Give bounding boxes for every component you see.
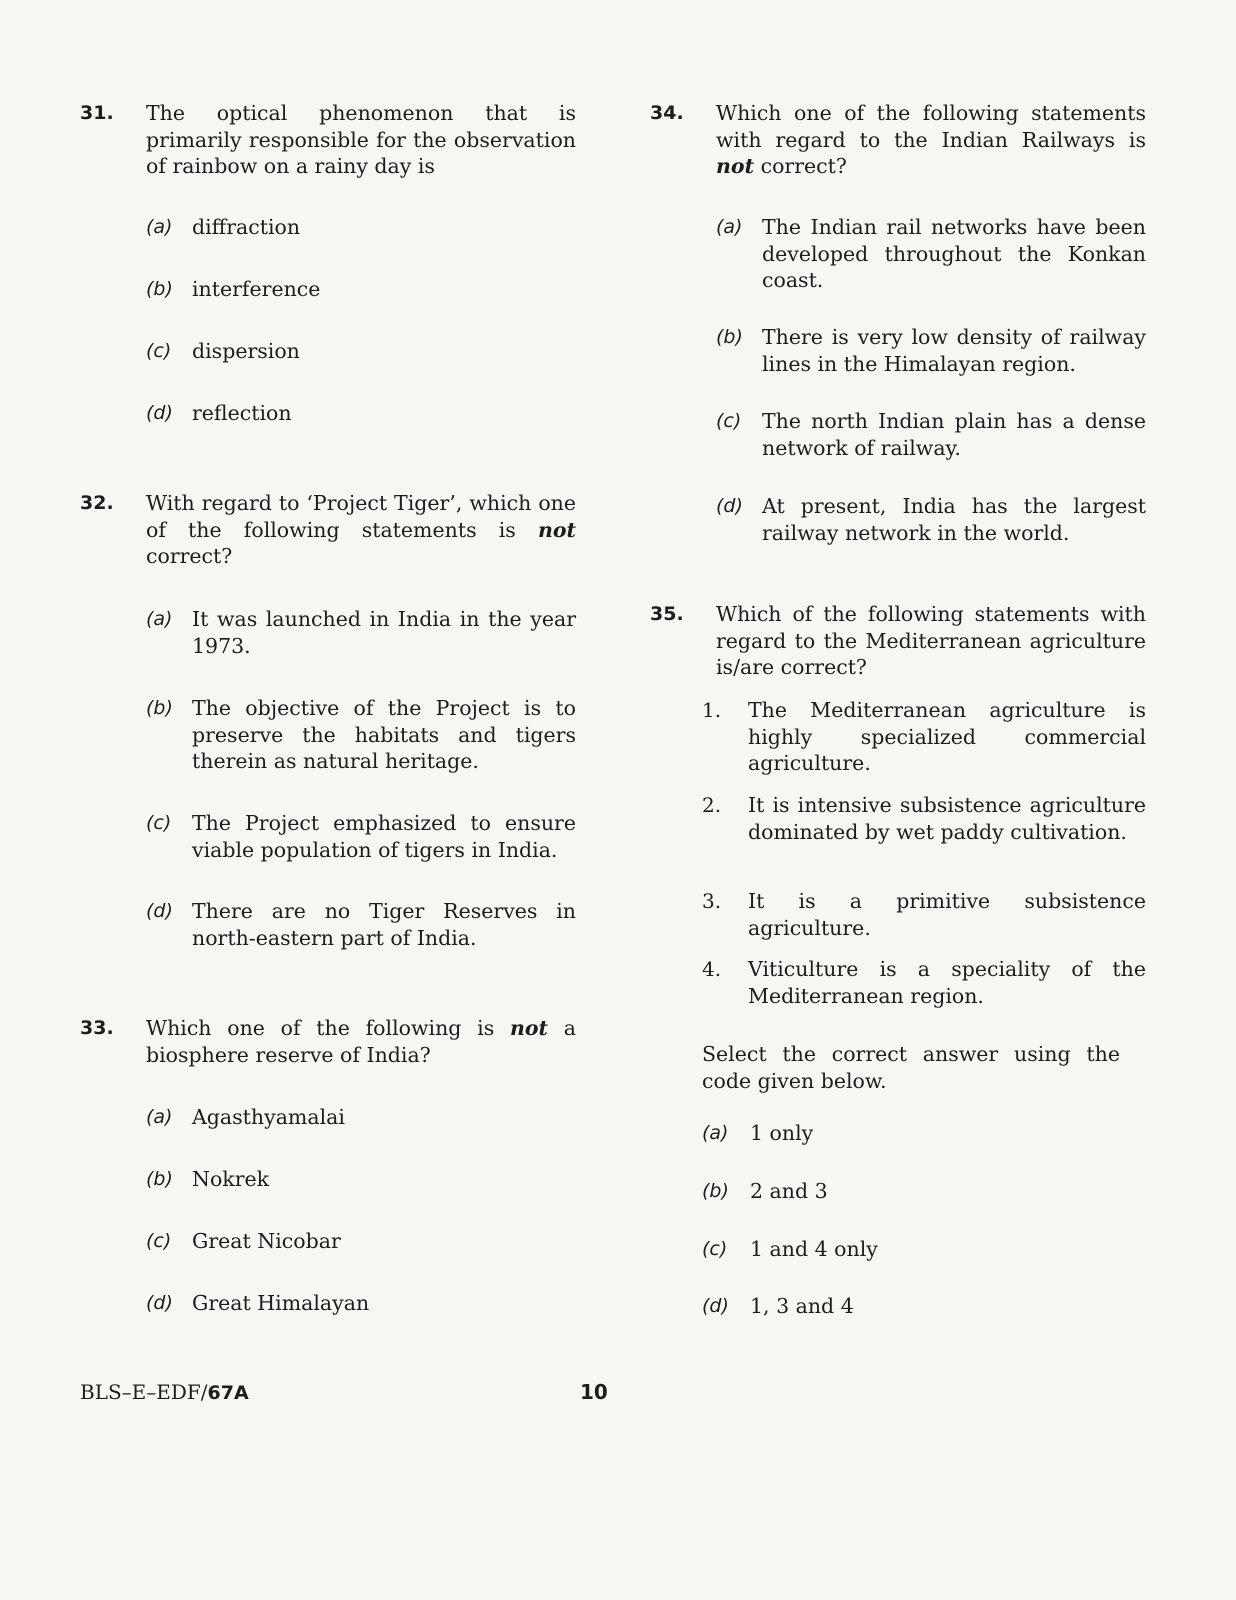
- question-33: [80, 1015, 576, 1068]
- statement-number: 2.: [702, 793, 722, 817]
- question-text-end: a biosphere reserve of India?: [146, 1016, 576, 1067]
- option-c[interactable]: [80, 1228, 576, 1255]
- emphasis-not: not: [716, 154, 755, 178]
- option-text: The Indian rail networks have been developed throughout the Konkan coast.: [762, 215, 1146, 292]
- option-label: (a): [146, 608, 173, 630]
- option-text: Agasthyamalai: [192, 1105, 345, 1129]
- option-b[interactable]: [80, 695, 576, 775]
- option-label: (a): [146, 216, 173, 238]
- statement-text: Viticulture is a speciality of the Mediterranean region.: [748, 957, 1146, 1008]
- option-label: (a): [702, 1122, 729, 1144]
- option-text: 1 and 4 only: [750, 1237, 878, 1261]
- option-text: It was launched in India in the year 1973.: [192, 607, 576, 658]
- option-label: (c): [146, 812, 172, 834]
- option-label: (c): [146, 340, 172, 362]
- option-c[interactable]: [650, 1236, 1134, 1263]
- option-label: (d): [146, 900, 173, 922]
- option-a[interactable]: [650, 214, 1146, 294]
- option-label: (c): [702, 1238, 728, 1260]
- option-d[interactable]: [650, 493, 1146, 546]
- option-a[interactable]: [650, 1120, 1134, 1147]
- booklet-code: [80, 1380, 249, 1404]
- option-b[interactable]: [80, 276, 576, 303]
- question-31: [80, 100, 576, 180]
- answer-instruction: [650, 1041, 1120, 1094]
- option-label: (d): [716, 495, 743, 517]
- statement-1: [650, 697, 1146, 777]
- option-text: The objective of the Project is to preserve the habitats and tigers therein as natural heritage.: [192, 696, 576, 773]
- question-text: Which of the following statements with regard to the Mediterranean agriculture is/are correct?: [716, 602, 1146, 679]
- option-text: dispersion: [192, 339, 300, 363]
- option-d[interactable]: [80, 400, 576, 427]
- option-b[interactable]: [80, 1166, 576, 1193]
- instruction-text: Select the correct answer using the code given below.: [702, 1042, 1120, 1093]
- option-text: 1, 3 and 4: [750, 1294, 854, 1318]
- statement-4: [650, 956, 1146, 1009]
- option-text: Great Himalayan: [192, 1291, 370, 1315]
- option-label: (b): [146, 1168, 173, 1190]
- option-text: reflection: [192, 401, 292, 425]
- option-b[interactable]: [650, 1178, 1134, 1205]
- emphasis-not: not: [537, 517, 576, 542]
- option-label: (a): [146, 1106, 173, 1128]
- option-a[interactable]: [80, 214, 576, 241]
- option-d[interactable]: [80, 898, 576, 951]
- option-label: (c): [716, 410, 742, 432]
- emphasis-not: not: [509, 1016, 549, 1040]
- option-label: (b): [146, 278, 173, 300]
- question-34: [650, 100, 1146, 180]
- statement-3: [650, 888, 1146, 941]
- question-number: 34.: [650, 102, 684, 124]
- option-text: Nokrek: [192, 1167, 270, 1191]
- question-text: Which one of the following statements with regard to the Indian Railways is: [716, 101, 1146, 152]
- statement-text: It is intensive subsistence agriculture dominated by wet paddy cultivation.: [748, 793, 1146, 844]
- question-32: [80, 490, 576, 570]
- option-label: (a): [716, 216, 743, 238]
- statement-text: It is a primitive subsistence agriculture.: [748, 889, 1146, 940]
- option-b[interactable]: [650, 324, 1146, 377]
- option-label: (d): [146, 1292, 173, 1314]
- option-text: interference: [192, 277, 321, 301]
- option-label: (b): [716, 326, 743, 348]
- option-text: diffraction: [192, 215, 301, 239]
- option-label: (d): [702, 1295, 729, 1317]
- option-c[interactable]: [80, 810, 576, 863]
- question-number: 32.: [80, 492, 114, 514]
- option-c[interactable]: [650, 408, 1146, 461]
- booklet-code-suffix: 67A: [207, 1382, 249, 1404]
- option-label: (b): [146, 697, 173, 719]
- option-a[interactable]: [80, 1104, 576, 1131]
- option-label: (b): [702, 1180, 729, 1202]
- option-c[interactable]: [80, 338, 576, 365]
- question-35: [650, 601, 1146, 681]
- option-d[interactable]: [650, 1293, 1134, 1320]
- question-stem: [80, 100, 576, 180]
- question-number: 33.: [80, 1017, 114, 1039]
- option-label: (d): [146, 402, 173, 424]
- option-text: 1 only: [750, 1121, 814, 1145]
- question-text: Which one of the following is: [146, 1016, 495, 1040]
- option-a[interactable]: [80, 606, 576, 659]
- option-text: The north Indian plain has a dense network of railway.: [762, 409, 1146, 460]
- option-text: There is very low density of railway lines in the Himalayan region.: [762, 325, 1146, 376]
- option-text: There are no Tiger Reserves in north-eastern part of India.: [192, 899, 576, 950]
- question-text: With regard to ‘Project Tiger’, which one of the following statements is: [146, 491, 576, 542]
- question-number: 35.: [650, 603, 684, 625]
- option-d[interactable]: [80, 1290, 576, 1317]
- statement-number: 3.: [702, 889, 722, 913]
- question-text: The optical phenomenon that is primarily responsible for the observation of rainbow on a rainy day is: [146, 101, 576, 178]
- page-number: 10: [580, 1380, 608, 1404]
- question-text-end: correct?: [146, 544, 233, 568]
- option-text: At present, India has the largest railway network in the world.: [762, 494, 1146, 545]
- option-text: The Project emphasized to ensure viable population of tigers in India.: [192, 811, 576, 862]
- question-text-end: correct?: [760, 154, 847, 178]
- booklet-code-prefix: BLS–E–EDF/: [80, 1380, 208, 1404]
- statement-number: 1.: [702, 698, 722, 722]
- statement-text: The Mediterranean agriculture is highly specialized commercial agriculture.: [748, 698, 1146, 775]
- question-number: 31.: [80, 102, 114, 124]
- option-text: 2 and 3: [750, 1179, 828, 1203]
- statement-number: 4.: [702, 957, 722, 981]
- statement-2: [650, 792, 1146, 845]
- option-text: Great Nicobar: [192, 1229, 341, 1253]
- option-label: (c): [146, 1230, 172, 1252]
